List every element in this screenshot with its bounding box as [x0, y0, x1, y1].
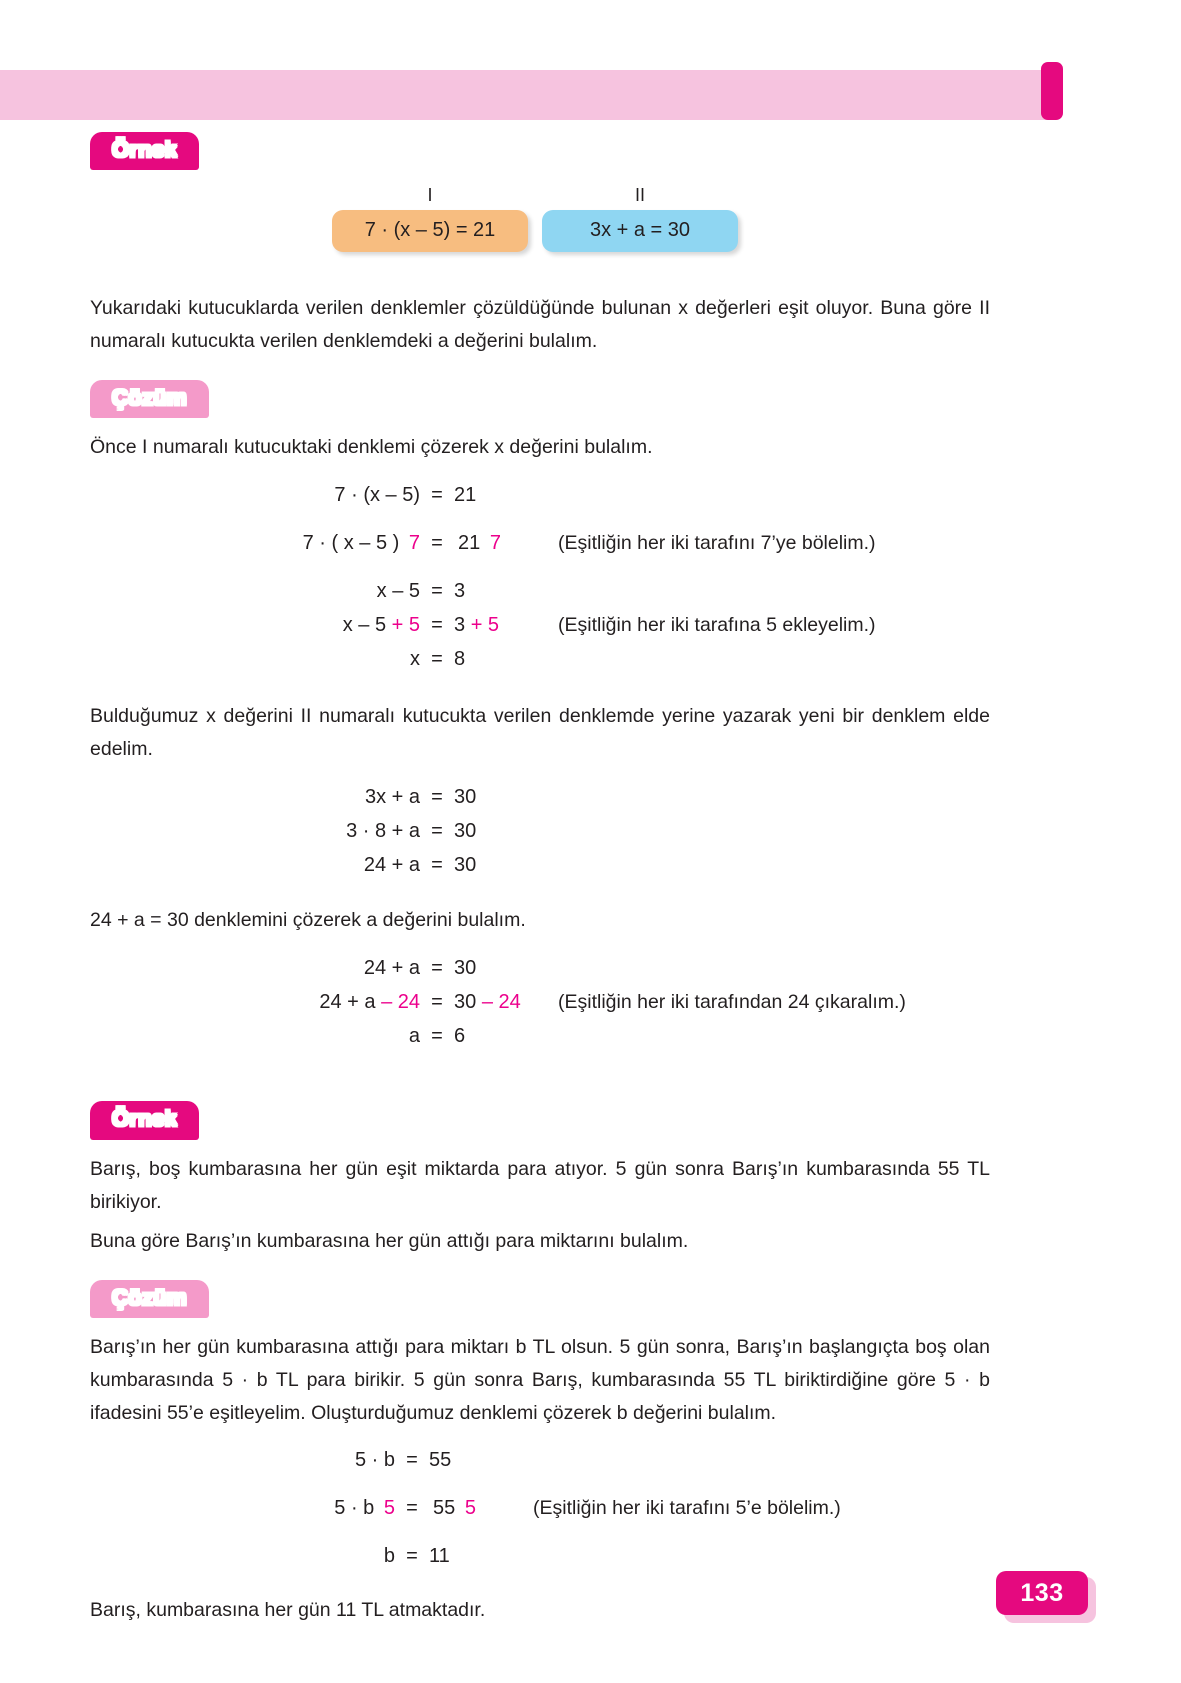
step-lhs-fraction: [245, 1497, 395, 1520]
math-step-row: [190, 574, 990, 608]
math-step-row-fraction: [190, 512, 990, 574]
step-note: (Eşitliğin her iki tarafına 5 ekleyelim.): [558, 613, 876, 636]
step-lhs: 3x + a: [364, 785, 420, 808]
fraction: [454, 533, 501, 554]
fraction: [429, 1498, 476, 1519]
step-equals: =: [431, 1024, 443, 1047]
math-step-row: [190, 642, 990, 676]
step-equals: =: [431, 579, 443, 602]
step-rhs: 6: [454, 1024, 466, 1047]
example-1-badge: Örnek: [90, 132, 199, 170]
math-step-row: [230, 951, 990, 985]
equation-box-1-label: I: [427, 185, 433, 206]
step-equals: =: [431, 531, 443, 554]
equation-box-1: [332, 184, 528, 252]
solution-2-steps-block: [90, 1444, 990, 1574]
step-lhs: x – 5: [376, 579, 420, 602]
solution-2-intro: Barış’ın her gün kumbarasına attığı para miktarı b TL olsun. 5 gün sonra, Barış’ın başlangıçta boş olan kumbarasında 5 · b TL para birikir. 5 gün sonra Barış, kumbarasında 55 TL biriktirdiğine göre 5 · b ifadesini 55’e eşitleyelim. Oluşturduğumuz denklemi çözerek b değerini bulalım.: [90, 1335, 990, 1424]
step-note: (Eşitliğin her iki tarafını 7’ye bölelim.): [558, 531, 876, 554]
math-step-row: [245, 1540, 990, 1574]
math-step-row: [230, 814, 990, 848]
math-step-row: [245, 1444, 990, 1478]
solution-1-steps-block-1: [90, 478, 990, 676]
step-note: (Eşitliğin her iki tarafından 24 çıkaralım.): [558, 990, 906, 1013]
equation-boxes-row: [90, 184, 990, 262]
step-lhs-text: 24 + a: [319, 990, 376, 1013]
top-decorative-bar: [0, 70, 1063, 120]
step-equals: =: [431, 483, 443, 506]
math-step-row: [190, 478, 990, 512]
math-step-row: [230, 1019, 990, 1053]
example-2-statement-line-2: Buna göre Barış’ın kumbarasına her gün attığı para miktarını bulalım.: [90, 1229, 689, 1252]
step-note: (Eşitliğin her iki tarafını 5’e bölelim.): [533, 1497, 841, 1520]
top-bar-fill: [0, 70, 1050, 120]
step-equals: =: [431, 853, 443, 876]
step-lhs: b: [383, 1545, 395, 1568]
step-rhs: 8: [454, 647, 466, 670]
step-equals: =: [431, 956, 443, 979]
step-rhs: 30: [454, 956, 477, 979]
solution-1-intro: Önce I numaralı kutucuktaki denklemi çözerek x değerini bulalım.: [90, 436, 653, 459]
fraction: [330, 1498, 395, 1519]
step-lhs: 24 + a: [363, 853, 420, 876]
step-rhs: [454, 614, 544, 637]
step-lhs: 7 · (x – 5): [334, 483, 420, 506]
fraction-numerator: 5 · b: [334, 1497, 375, 1520]
page-number: 133: [996, 1571, 1088, 1615]
math-step-row: [230, 985, 990, 1019]
fraction-denominator: 5: [383, 1497, 395, 1520]
step-rhs-fraction: [429, 1497, 519, 1520]
solution-2-conclusion: Barış, kumbarasına her gün 11 TL atmaktadır.: [90, 1598, 486, 1621]
step-equals: =: [406, 1545, 418, 1568]
step-rhs: 3: [454, 579, 466, 602]
example-2-statement-line-1: Barış, boş kumbarasına her gün eşit miktarda para atıyor. 5 gün sonra Barış’ın kumbarasında 55 TL birikiyor.: [90, 1157, 990, 1213]
fraction: [299, 533, 420, 554]
step-rhs: 21: [454, 483, 477, 506]
math-step-row: [230, 848, 990, 882]
example-1-statement: Yukarıdaki kutucuklarda verilen denklemler çözüldüğünde bulunan x değerleri eşit oluyor. Buna göre II numaralı kutucukta verilen denklemdeki a değerini bulalım.: [90, 297, 990, 353]
equation-box-1-equation: 7 · (x – 5) = 21: [332, 210, 528, 252]
math-step-row: [230, 780, 990, 814]
step-rhs: [454, 991, 544, 1014]
equation-box-2-equation: 3x + a = 30: [542, 210, 738, 252]
step-rhs-text: 3: [454, 613, 466, 636]
example-2-badge: Örnek: [90, 1101, 199, 1139]
example-1-section: [90, 132, 990, 1053]
step-equals: =: [406, 1497, 418, 1520]
equation-box-2-label: II: [634, 185, 645, 206]
solution-1-middle-text-2: 24 + a = 30 denklemini çözerek a değerini bulalım.: [90, 909, 526, 932]
step-lhs: [190, 614, 420, 637]
step-lhs: x: [410, 647, 420, 670]
fraction-denominator: 5: [464, 1497, 476, 1520]
solution-1-steps-block-2: [90, 780, 990, 882]
solution-1-steps-block-3: [90, 951, 990, 1053]
step-rhs-pink: + 5: [470, 613, 500, 636]
page-content: [90, 132, 990, 1627]
equation-box-2: [542, 184, 738, 252]
fraction-numerator: 21: [458, 532, 481, 555]
step-equals: =: [431, 990, 443, 1013]
step-lhs: 3 · 8 + a: [346, 819, 420, 842]
step-lhs-fraction: [190, 532, 420, 555]
solution-2-badge: Çözüm: [90, 1280, 209, 1318]
fraction-numerator: 55: [433, 1497, 456, 1520]
step-lhs-text: x – 5: [342, 613, 387, 636]
fraction-denominator: 7: [408, 532, 420, 555]
step-rhs-text: 30: [454, 990, 477, 1013]
step-equals: =: [431, 613, 443, 636]
step-equals: =: [431, 819, 443, 842]
solution-1-middle-text: Bulduğumuz x değerini II numaralı kutucukta verilen denklemde yerine yazarak yeni bir denklem elde edelim.: [90, 705, 990, 761]
step-rhs: 55: [429, 1449, 452, 1472]
step-lhs: 24 + a: [363, 956, 420, 979]
step-rhs: 30: [454, 785, 477, 808]
solution-1-badge: Çözüm: [90, 380, 209, 418]
example-2-section: [90, 1101, 990, 1626]
step-lhs: [230, 991, 420, 1014]
step-rhs: 30: [454, 853, 477, 876]
step-equals: =: [406, 1449, 418, 1472]
step-lhs-pink: – 24: [381, 990, 420, 1013]
step-rhs-fraction: [454, 532, 544, 555]
math-step-row: [190, 608, 990, 642]
step-rhs: 30: [454, 819, 477, 842]
page-number-badge: [996, 1571, 1096, 1623]
step-equals: =: [431, 785, 443, 808]
step-lhs-pink: + 5: [391, 613, 420, 636]
step-equals: =: [431, 647, 443, 670]
fraction-numerator: 7 · ( x – 5 ): [302, 532, 400, 555]
fraction-denominator: 7: [489, 532, 501, 555]
step-lhs: a: [408, 1024, 420, 1047]
step-rhs: 11: [429, 1545, 450, 1568]
step-lhs: 5 · b: [354, 1449, 395, 1472]
step-rhs-pink: – 24: [481, 990, 521, 1013]
top-bar-end-cap: [1041, 62, 1063, 120]
math-step-row-fraction: [245, 1478, 990, 1540]
